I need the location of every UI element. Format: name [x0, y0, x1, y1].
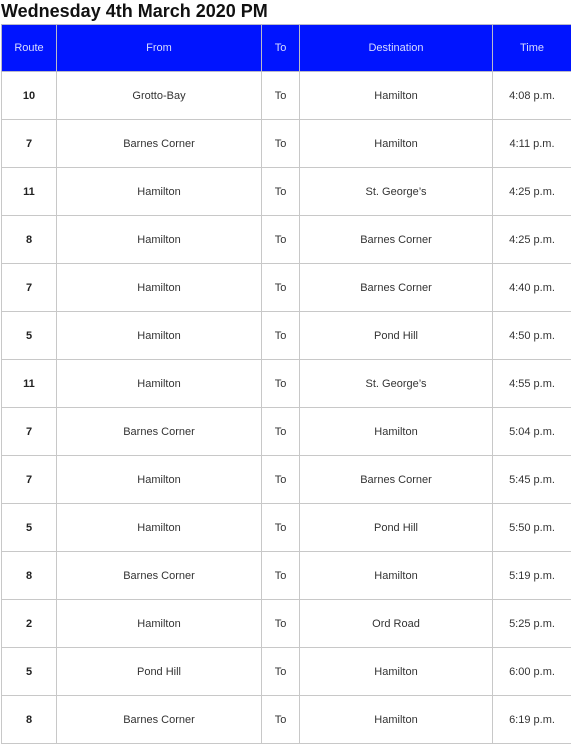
header-row [2, 25, 571, 72]
to-cell: To [262, 264, 300, 312]
to-cell: To [262, 648, 300, 696]
table-row [2, 408, 571, 456]
to-cell: To [262, 120, 300, 168]
from-cell: Hamilton [57, 360, 262, 408]
column-header-route: Route [2, 25, 57, 72]
to-cell: To [262, 312, 300, 360]
route-cell: 2 [2, 600, 57, 648]
time-cell: 4:25 p.m. [493, 168, 571, 216]
time-cell: 6:00 p.m. [493, 648, 571, 696]
time-cell: 5:50 p.m. [493, 504, 571, 552]
from-cell: Hamilton [57, 504, 262, 552]
time-cell: 5:25 p.m. [493, 600, 571, 648]
route-cell: 7 [2, 264, 57, 312]
route-cell: 5 [2, 648, 57, 696]
table-row [2, 552, 571, 600]
column-header-to: To [262, 25, 300, 72]
table-row [2, 120, 571, 168]
table-row [2, 504, 571, 552]
from-cell: Barnes Corner [57, 696, 262, 744]
route-cell: 8 [2, 552, 57, 600]
destination-cell: Hamilton [300, 408, 493, 456]
bus-schedule-table [1, 24, 571, 744]
from-cell: Grotto-Bay [57, 72, 262, 120]
route-cell: 11 [2, 360, 57, 408]
from-cell: Hamilton [57, 600, 262, 648]
route-cell: 8 [2, 216, 57, 264]
route-cell: 7 [2, 456, 57, 504]
to-cell: To [262, 600, 300, 648]
destination-cell: Barnes Corner [300, 216, 493, 264]
to-cell: To [262, 72, 300, 120]
to-cell: To [262, 504, 300, 552]
destination-cell: Hamilton [300, 72, 493, 120]
from-cell: Pond Hill [57, 648, 262, 696]
table-row [2, 216, 571, 264]
to-cell: To [262, 216, 300, 264]
from-cell: Hamilton [57, 216, 262, 264]
from-cell: Barnes Corner [57, 120, 262, 168]
route-cell: 5 [2, 504, 57, 552]
time-cell: 4:55 p.m. [493, 360, 571, 408]
table-row [2, 312, 571, 360]
column-header-time: Time [493, 25, 571, 72]
destination-cell: Hamilton [300, 120, 493, 168]
route-cell: 8 [2, 696, 57, 744]
time-cell: 5:19 p.m. [493, 552, 571, 600]
destination-cell: St. George’s [300, 360, 493, 408]
time-cell: 4:25 p.m. [493, 216, 571, 264]
table-row [2, 72, 571, 120]
route-cell: 5 [2, 312, 57, 360]
column-header-from: From [57, 25, 262, 72]
route-cell: 11 [2, 168, 57, 216]
from-cell: Hamilton [57, 168, 262, 216]
destination-cell: Pond Hill [300, 312, 493, 360]
table-row [2, 456, 571, 504]
destination-cell: Hamilton [300, 648, 493, 696]
destination-cell: Pond Hill [300, 504, 493, 552]
destination-cell: St. George’s [300, 168, 493, 216]
from-cell: Barnes Corner [57, 408, 262, 456]
destination-cell: Hamilton [300, 696, 493, 744]
from-cell: Hamilton [57, 456, 262, 504]
route-cell: 7 [2, 408, 57, 456]
time-cell: 5:45 p.m. [493, 456, 571, 504]
time-cell: 5:04 p.m. [493, 408, 571, 456]
to-cell: To [262, 408, 300, 456]
destination-cell: Hamilton [300, 552, 493, 600]
table-row [2, 600, 571, 648]
route-cell: 7 [2, 120, 57, 168]
to-cell: To [262, 696, 300, 744]
to-cell: To [262, 360, 300, 408]
time-cell: 4:08 p.m. [493, 72, 571, 120]
destination-cell: Ord Road [300, 600, 493, 648]
to-cell: To [262, 168, 300, 216]
from-cell: Hamilton [57, 312, 262, 360]
page-title: Wednesday 4th March 2020 PM [1, 1, 268, 21]
from-cell: Barnes Corner [57, 552, 262, 600]
table-row [2, 648, 571, 696]
table-row [2, 168, 571, 216]
table-body [2, 72, 571, 744]
time-cell: 4:50 p.m. [493, 312, 571, 360]
time-cell: 6:19 p.m. [493, 696, 571, 744]
column-header-destination: Destination [300, 25, 493, 72]
destination-cell: Barnes Corner [300, 264, 493, 312]
to-cell: To [262, 456, 300, 504]
route-cell: 10 [2, 72, 57, 120]
table-row [2, 696, 571, 744]
from-cell: Hamilton [57, 264, 262, 312]
time-cell: 4:11 p.m. [493, 120, 571, 168]
to-cell: To [262, 552, 300, 600]
destination-cell: Barnes Corner [300, 456, 493, 504]
table-row [2, 264, 571, 312]
table-header [2, 25, 571, 72]
time-cell: 4:40 p.m. [493, 264, 571, 312]
table-row [2, 360, 571, 408]
